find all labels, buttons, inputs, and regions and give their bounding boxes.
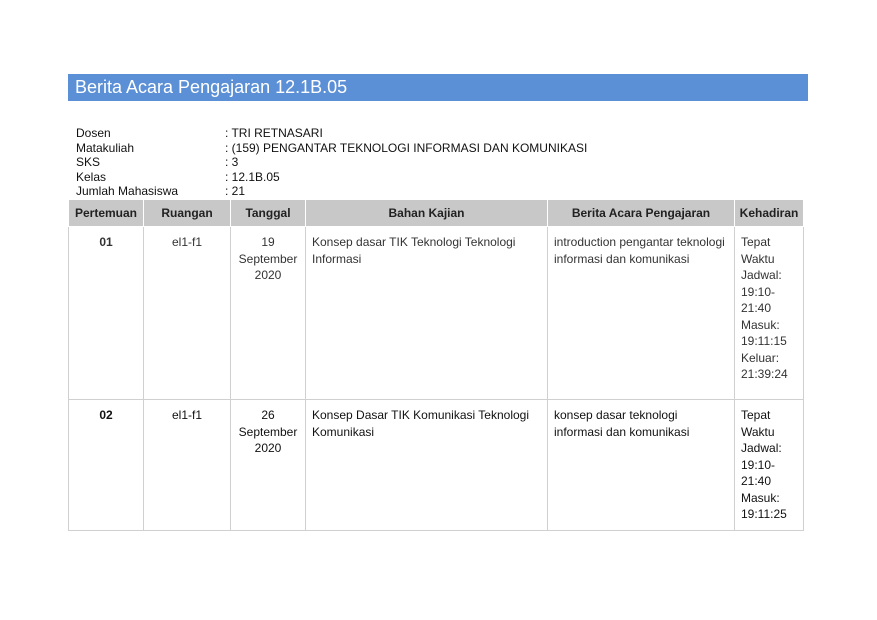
meta-label: Jumlah Mahasiswa [76, 184, 179, 198]
cell-pertemuan: 01 [69, 227, 144, 400]
meta-value: : 12.1B.05 [225, 169, 280, 184]
table-header-row [69, 200, 804, 227]
cell-bahan-kajian: Konsep Dasar TIK Komunikasi Teknologi Komunikasi [306, 400, 548, 531]
header-berita-acara: Berita Acara Pengajaran [548, 200, 735, 227]
meta-label: Kelas [76, 169, 107, 184]
meta-row-sks [76, 155, 776, 170]
meta-row-matakuliah [76, 141, 776, 156]
cell-kehadiran: Tepat Waktu Jadwal: 19:10-21:40 Masuk: 19:11:25 [735, 400, 804, 531]
meta-value: : TRI RETNASARI [225, 126, 323, 140]
page-title: Berita Acara Pengajaran 12.1B.05 [68, 74, 808, 101]
meta-label: Dosen [76, 126, 111, 140]
meta-value: : 3 [225, 155, 239, 169]
cell-berita-acara: konsep dasar teknologi informasi dan komunikasi [548, 400, 735, 531]
header-ruangan: Ruangan [144, 200, 231, 227]
header-tanggal: Tanggal [231, 200, 306, 227]
meta-value: : 21 [225, 184, 246, 198]
table-row [69, 227, 804, 400]
cell-berita-acara: introduction pengantar teknologi informasi dan komunikasi [548, 227, 735, 400]
cell-pertemuan: 02 [69, 400, 144, 531]
meta-label: SKS [76, 155, 101, 169]
cell-tanggal: 26 September 2020 [231, 400, 306, 531]
course-info [76, 126, 776, 199]
meta-label: Matakuliah [76, 140, 135, 155]
meta-row-dosen [76, 126, 776, 141]
meta-row-jumlah-mahasiswa [76, 184, 776, 199]
meta-row-kelas [76, 170, 776, 185]
cell-bahan-kajian: Konsep dasar TIK Teknologi Teknologi Informasi [306, 227, 548, 400]
header-kehadiran: Kehadiran [735, 200, 804, 227]
table-row [69, 400, 804, 531]
header-pertemuan: Pertemuan [69, 200, 144, 227]
meta-value: : (159) PENGANTAR TEKNOLOGI INFORMASI DAN KOMUNIKASI [225, 140, 588, 155]
cell-ruangan: el1-f1 [144, 400, 231, 531]
cell-tanggal: 19 September 2020 [231, 227, 306, 400]
attendance-table [68, 199, 804, 531]
cell-kehadiran: Tepat Waktu Jadwal: 19:10-21:40 Masuk: 19:11:15 Keluar: 21:39:24 [735, 227, 804, 400]
cell-ruangan: el1-f1 [144, 227, 231, 400]
header-bahan-kajian: Bahan Kajian [306, 200, 548, 227]
